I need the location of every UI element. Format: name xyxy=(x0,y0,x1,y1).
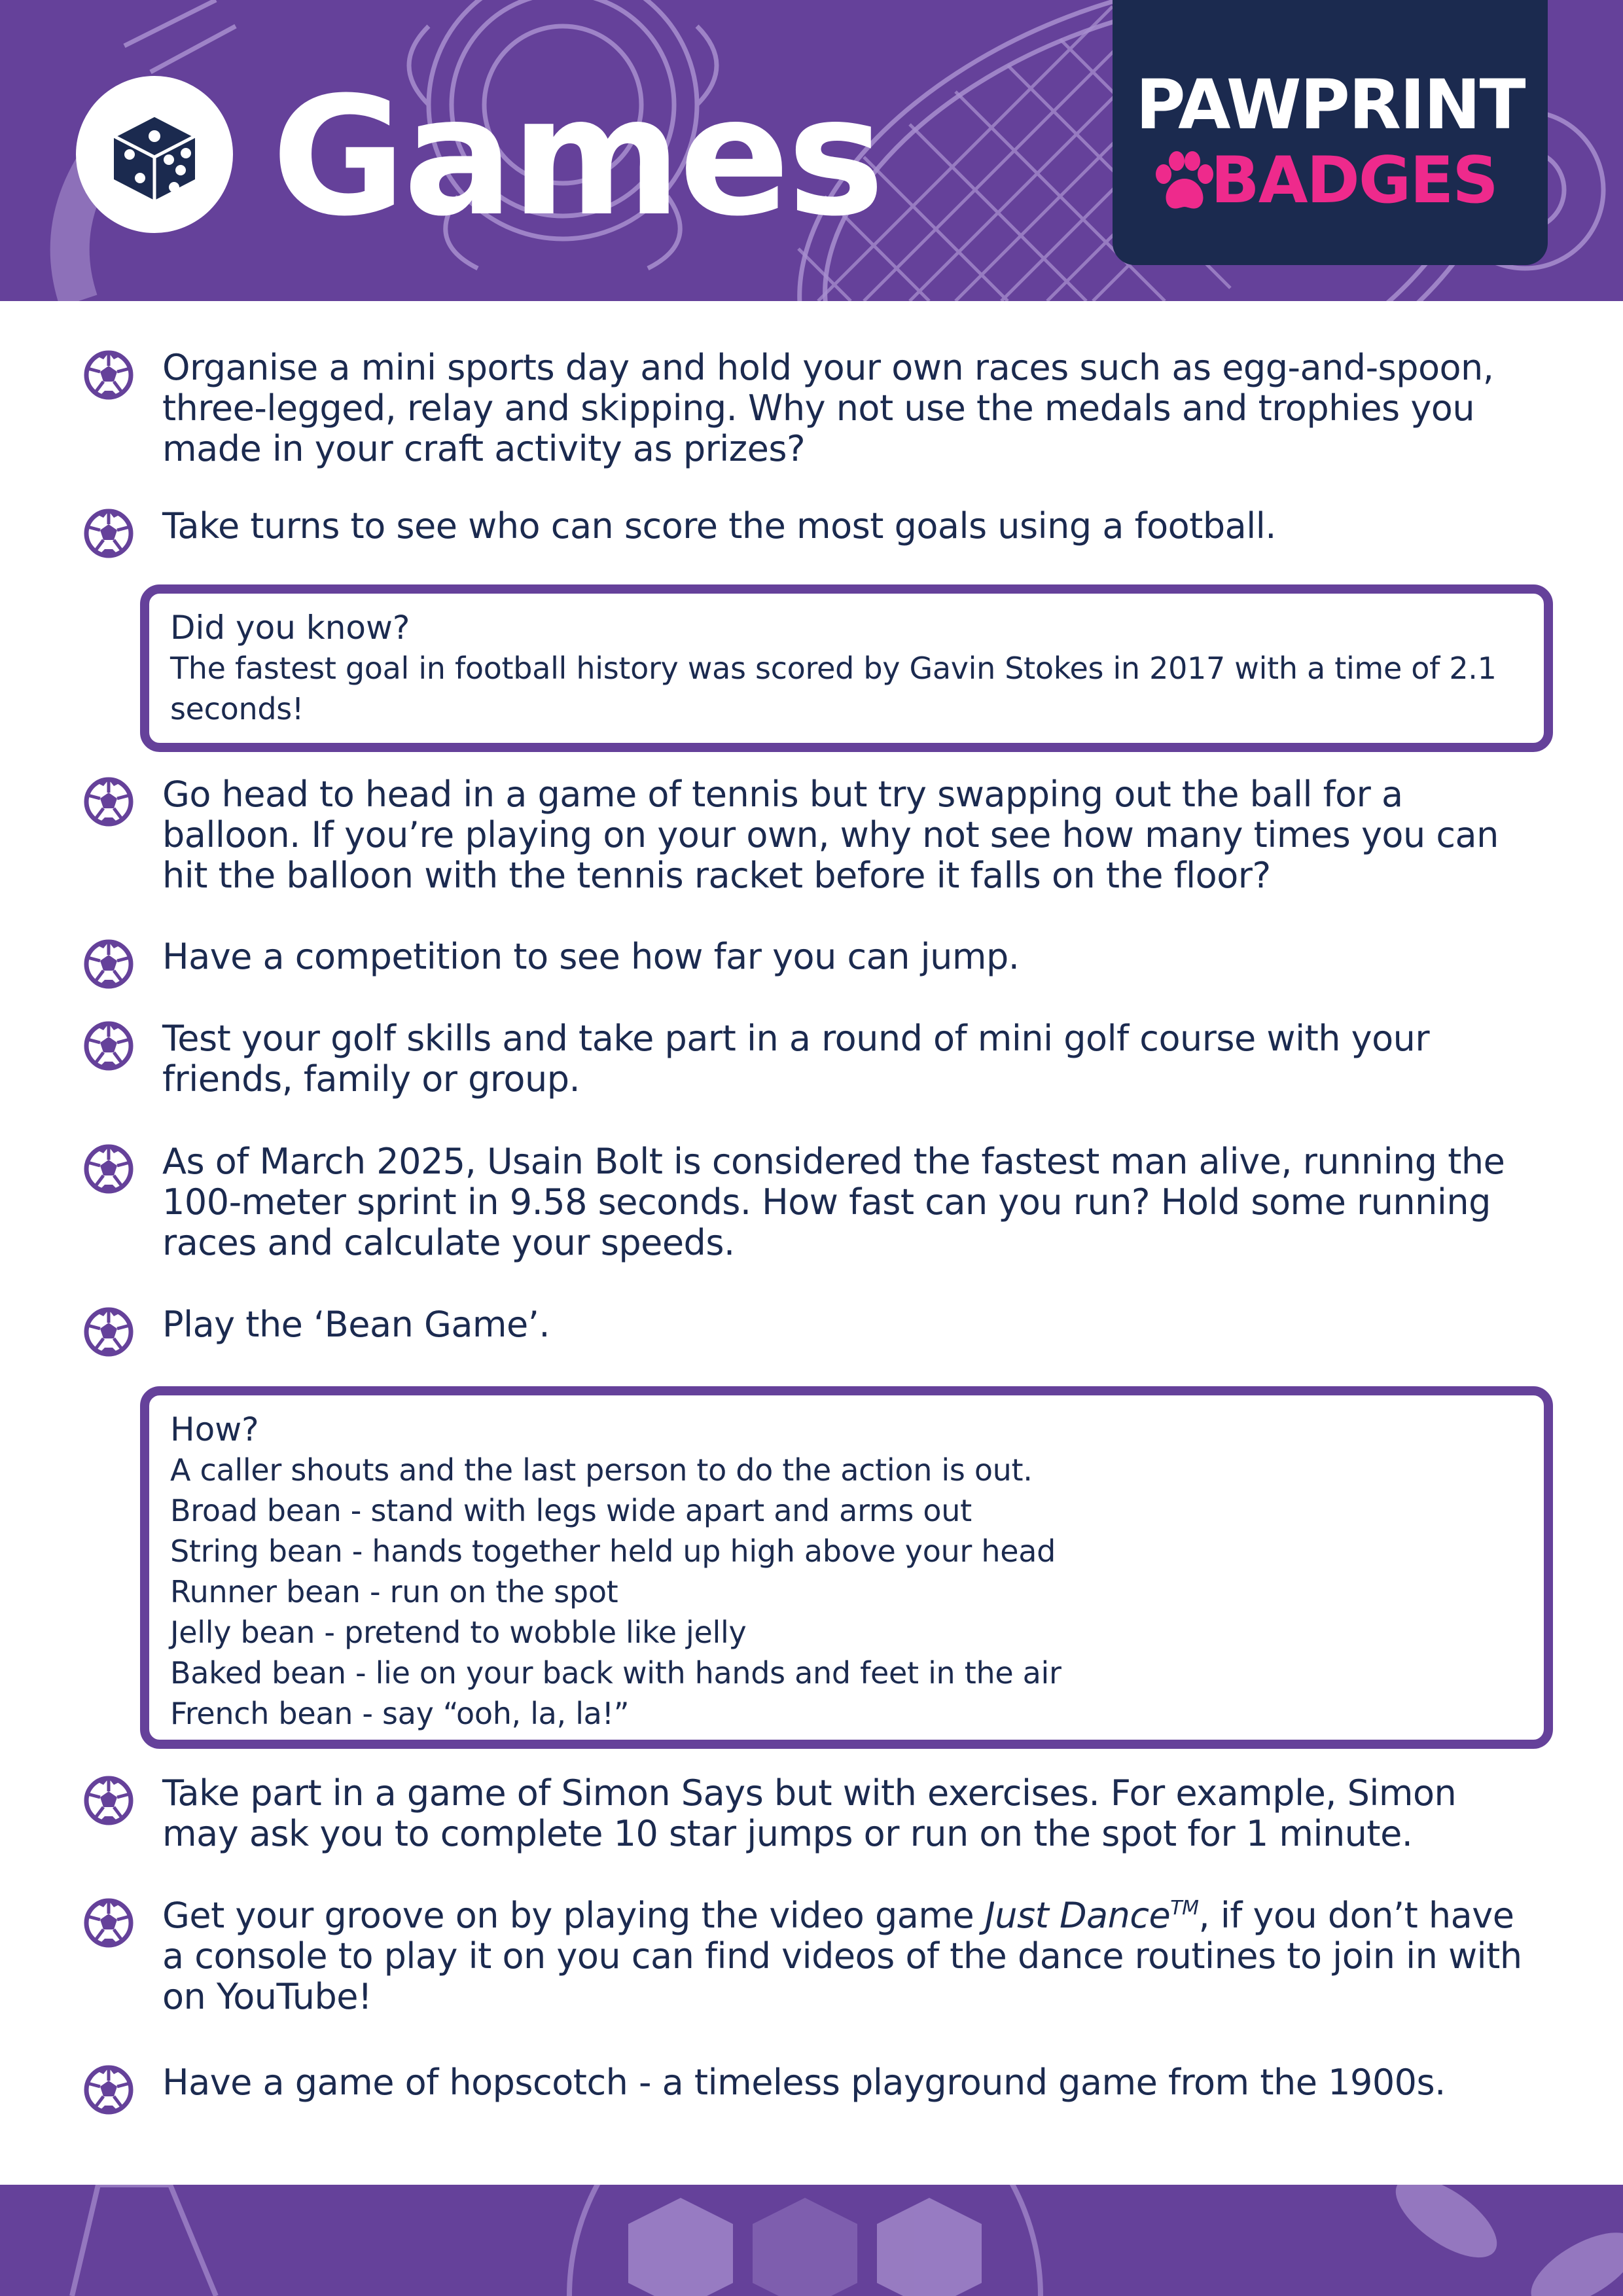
callout-line: Broad bean - stand with legs wide apart and arms out xyxy=(170,1493,972,1528)
game-title: Just Dance xyxy=(984,1895,1171,1936)
football-icon xyxy=(84,1307,134,1357)
list-item-text: Take part in a game of Simon Says but with exercises. For example, Simon may ask you to complete 10 star jumps or run on the spot for 1 minute. xyxy=(162,1772,1457,1854)
callout-line: String bean - hands together held up high above your head xyxy=(170,1534,1056,1569)
how-callout xyxy=(140,1386,1553,1749)
list-item-text: Test your golf skills and take part in a round of mini golf course with your friends, family or group. xyxy=(162,1018,1430,1100)
list-item-text: As of March 2025, Usain Bolt is considered the fastest man alive, running the 100-meter sprint in 9.58 seconds. How fast can you run? Hold some running races and calculate your speeds. xyxy=(162,1141,1505,1263)
callout-line: A caller shouts and the last person to do the action is out. xyxy=(170,1452,1033,1488)
callout-line: The fastest goal in football history was scored by Gavin Stokes in 2017 with a time of 2.1 xyxy=(170,651,1497,686)
list-item-text: Take turns to see who can score the most goals using a football. xyxy=(162,505,1276,547)
football-icon xyxy=(84,1898,134,1948)
callout-line: Baked bean - lie on your back with hands and feet in the air xyxy=(170,1655,1061,1691)
football-icon xyxy=(84,1144,134,1194)
footer-banner xyxy=(0,2185,1623,2296)
list-item-text: Organise a mini sports day and hold your own races such as egg-and-spoon, three-legged, relay and skipping. Why not use the medals and trophies you made in your craft activity as prizes? xyxy=(162,347,1494,469)
pawprint-badges-logo xyxy=(1113,0,1548,265)
football-icon xyxy=(84,939,134,989)
paw-icon xyxy=(1150,149,1216,215)
did-you-know-callout xyxy=(140,584,1553,752)
football-icon xyxy=(84,777,134,827)
list-item-text: Have a game of hopscotch - a timeless playground game from the 1900s. xyxy=(162,2062,1446,2103)
list-item-text: Go head to head in a game of tennis but try swapping out the ball for a balloon. If you’re playing on your own, why not see how many times you can hit the balloon with the tennis racket before it falls on the floor? xyxy=(162,774,1499,896)
football-icon xyxy=(84,350,134,400)
list-item-text: Have a competition to see how far you can jump. xyxy=(162,936,1020,977)
list-item-text xyxy=(162,1895,1543,2017)
dice-badge xyxy=(76,76,233,233)
football-icon xyxy=(84,1776,134,1825)
callout-line: Runner bean - run on the spot xyxy=(170,1574,618,1609)
football-icon xyxy=(84,509,134,558)
list-item-text: Play the ‘Bean Game’. xyxy=(162,1304,550,1345)
callout-line: seconds! xyxy=(170,691,304,726)
callout-heading: How? xyxy=(170,1410,259,1448)
header-banner xyxy=(0,0,1623,301)
logo-line1: PAWPRINT xyxy=(1135,65,1525,145)
callout-line: Jelly bean - pretend to wobble like jelly xyxy=(170,1615,747,1650)
trademark: TM xyxy=(1170,1897,1199,1920)
football-icon xyxy=(84,2065,134,2115)
text-before: Get your groove on by playing the video game xyxy=(162,1895,985,1936)
footer-background-art xyxy=(0,2185,1623,2296)
callout-line: French bean - say “ooh, la, la!” xyxy=(170,1696,630,1731)
callout-heading: Did you know? xyxy=(170,609,410,647)
logo-line2: BADGES xyxy=(1211,143,1497,218)
page-title: Games xyxy=(272,62,882,252)
football-icon xyxy=(84,1021,134,1071)
text-after: , if you don’t have a console to play it on you can find videos of the dance routines to join in with on YouTube! xyxy=(162,1895,1522,2017)
dice-icon xyxy=(76,76,233,233)
